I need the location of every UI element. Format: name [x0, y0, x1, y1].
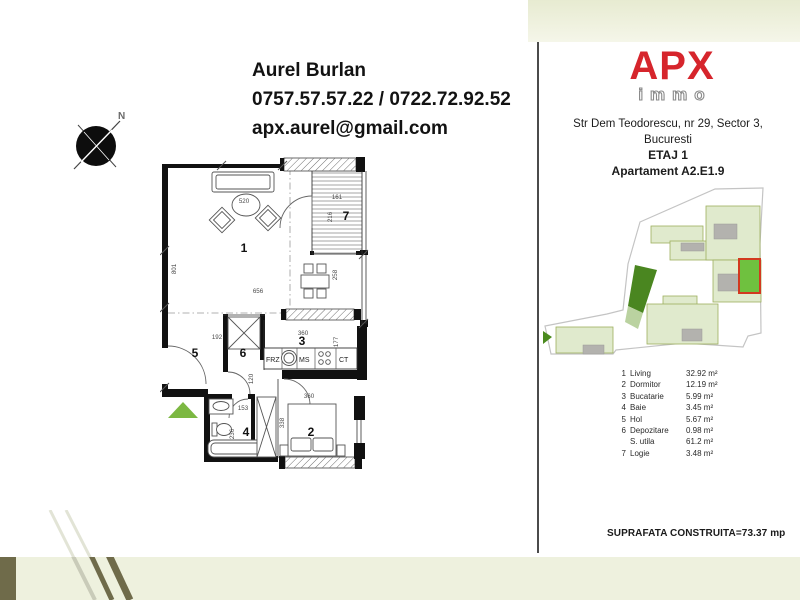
diagonal-stripes-decoration [0, 510, 320, 600]
room-number-living: 1 [240, 241, 248, 255]
room-area: 3.48 m² [686, 448, 714, 458]
room-name: Logie [630, 448, 650, 458]
kitchen-label-ct: CT [339, 357, 349, 364]
table-row [616, 414, 718, 425]
room-number-depozitare: 6 [239, 346, 247, 360]
logo-sub-text: immo [638, 85, 712, 104]
dim-depozitare-depth: 120 [248, 373, 255, 385]
dim-kitchen-depth: 177 [333, 336, 340, 348]
floor-plan [160, 156, 372, 474]
apartment-label: Apartament A2.E1.9 [611, 163, 725, 178]
table-row [616, 448, 718, 459]
contact-block [252, 56, 511, 143]
agent-email: apx.aurel@gmail.com [252, 118, 448, 139]
room-area: 3.45 m² [686, 403, 714, 413]
room-name: Hol [630, 414, 643, 424]
kitchen-label-frz: FRZ [266, 357, 280, 364]
room-number: 4 [621, 403, 626, 413]
room-number: 7 [621, 448, 626, 458]
room-number: 6 [621, 426, 626, 436]
room-area: 61.2 m² [686, 437, 714, 447]
kitchen-label-ms: MS [299, 357, 310, 364]
dim-dining-depth: 258 [332, 269, 339, 281]
agent-name: Aurel Burlan [252, 60, 367, 81]
compass-icon [60, 103, 140, 187]
table-row [616, 402, 718, 413]
room-number: 5 [621, 414, 626, 424]
table-row [616, 379, 718, 390]
logo-brand-text: APX [629, 44, 715, 88]
room-number-dormitor: 2 [307, 425, 315, 439]
room-number: 2 [621, 380, 626, 390]
dim-hol-width: 192 [211, 334, 223, 341]
room-number: 1 [621, 369, 626, 378]
room-name: Baie [630, 403, 647, 413]
logie-deck-floor [312, 171, 362, 254]
room-name: Bucatarie [630, 391, 664, 401]
dim-living-width: 656 [252, 288, 264, 295]
address-line-1: Str Dem Teodorescu, nr 29, Sector 3, [573, 118, 763, 130]
floor-label: ETAJ 1 [648, 148, 688, 162]
room-name: S. utila [630, 437, 655, 447]
site-plan [543, 186, 795, 370]
dim-bath-width: 153 [237, 405, 249, 412]
dim-bedroom-depth: 338 [279, 417, 286, 429]
room-area: 5.67 m² [686, 414, 714, 424]
dim-logie-depth: 216 [327, 211, 334, 223]
room-area: 12.19 m² [686, 380, 718, 390]
room-area: 5.99 m² [686, 391, 714, 401]
top-right-band [528, 0, 800, 42]
compass-north-label: N [118, 111, 126, 122]
room-area: 0.98 m² [686, 426, 714, 436]
room-number: 3 [621, 391, 626, 401]
apx-immo-logo [592, 44, 752, 106]
dim-bedroom-width: 360 [303, 393, 315, 400]
dim-bath-depth: 236 [229, 428, 236, 440]
dim-living-height: 801 [171, 263, 178, 275]
dim-sofa-width: 520 [238, 198, 250, 205]
room-name: Depozitare [630, 426, 669, 436]
room-name: Dormitor [630, 380, 661, 390]
highlighted-apartment-unit [739, 259, 760, 293]
room-number-hol: 5 [191, 346, 199, 360]
table-row [616, 436, 718, 447]
table-row [616, 391, 718, 402]
room-name: Living [630, 369, 651, 378]
room-number [616, 436, 630, 447]
agent-phone: 0757.57.57.22 / 0722.72.92.52 [252, 89, 511, 110]
dim-logie-width: 161 [331, 194, 343, 201]
address-line-2: Bucuresti [644, 133, 692, 146]
property-info [540, 117, 796, 179]
built-area-note: SUPRAFATA CONSTRUITA=73.37 mp [607, 528, 786, 539]
room-number-logie: 7 [342, 209, 350, 223]
dim-kitchen-width: 360 [297, 330, 309, 337]
room-number-bucatarie: 3 [298, 334, 306, 348]
entrance-arrow [168, 402, 198, 418]
table-row [616, 425, 718, 436]
vertical-divider [537, 42, 539, 553]
room-number-baie: 4 [242, 425, 250, 439]
room-area: 32.92 m² [686, 369, 718, 378]
table-row [616, 368, 718, 379]
room-area-table [616, 368, 718, 459]
